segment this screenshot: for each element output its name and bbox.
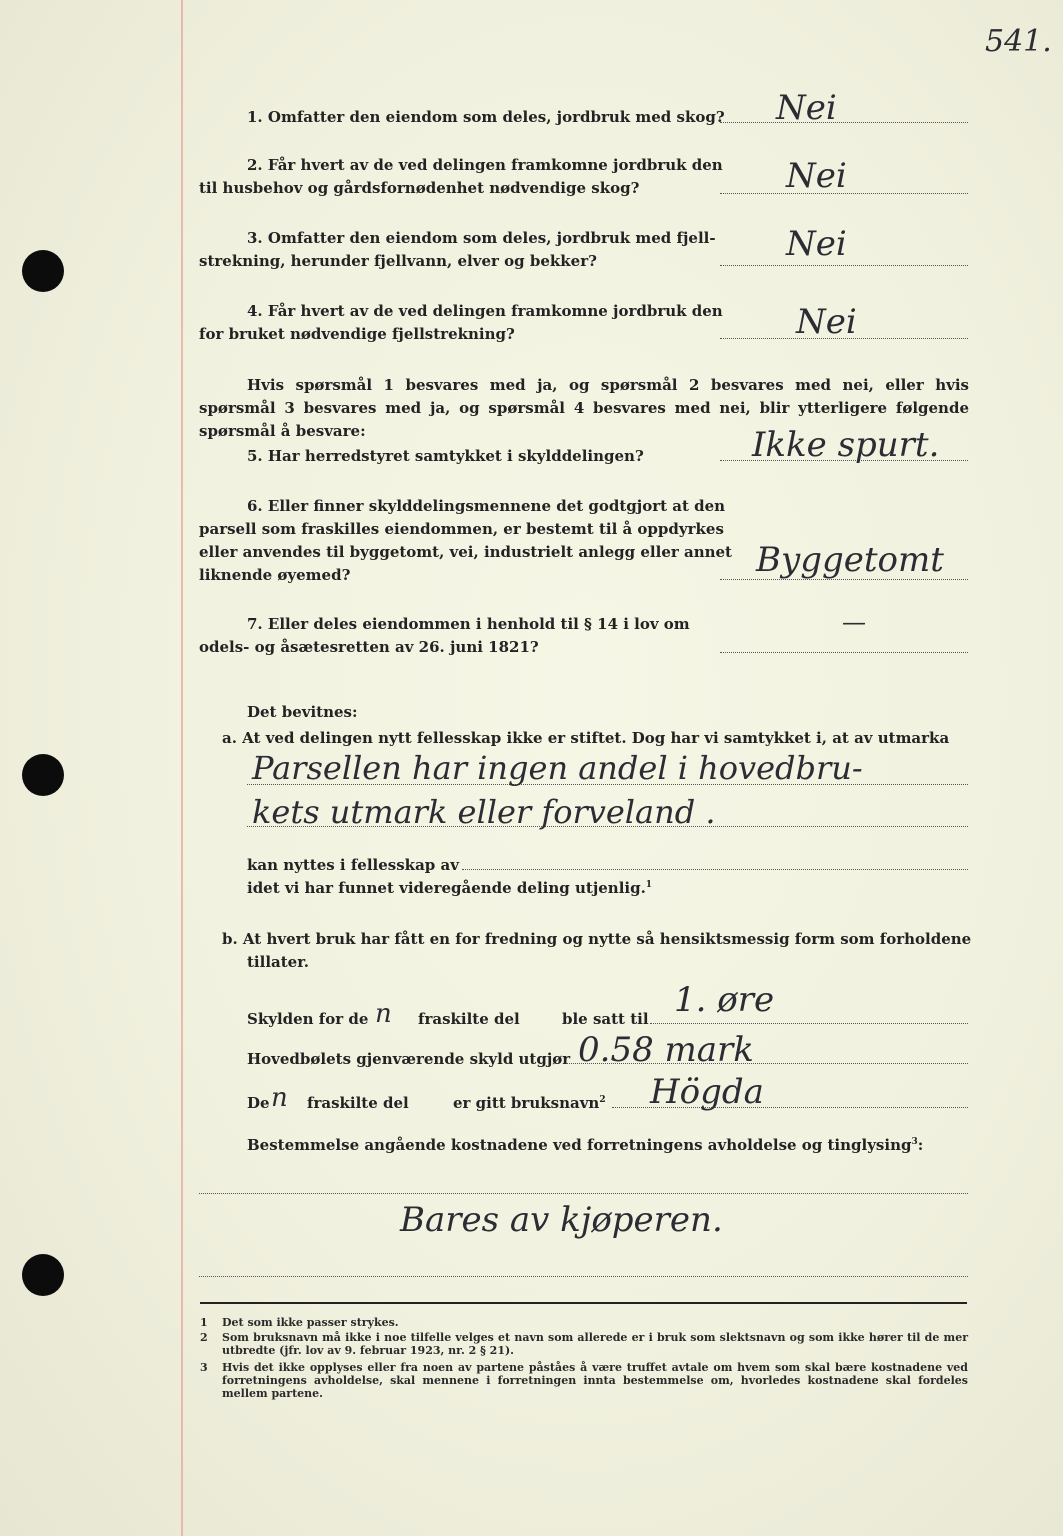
question-2-line-1: 2. Får hvert av de ved delingen framkomne jordbruk den <box>247 156 723 174</box>
punch-hole-middle <box>22 754 64 796</box>
answer-6: Byggetomt <box>756 540 944 580</box>
question-6-line-2: parsell som fraskilles eiendommen, er bestemt til å oppdyrkes <box>199 520 724 538</box>
skyld-prefix: Skylden for de <box>247 1010 369 1028</box>
shared-use-line <box>462 869 968 870</box>
answer-line-7 <box>720 652 968 653</box>
certification-a: a. At ved delingen nytt fellesskap ikke er stiftet. Dog har vi samtykket i, at av utmarka <box>222 729 950 747</box>
skyld-middle: fraskilte del <box>418 1010 520 1028</box>
hovedbol-label: Hovedbølets gjenværende skyld utgjør <box>247 1050 571 1068</box>
answer-4: Nei <box>796 302 857 342</box>
question-6-line-1: 6. Eller finner skylddelingsmennene det godtgjort at den <box>247 497 726 515</box>
bruksnavn-hand-n: n <box>271 1083 288 1113</box>
instruction-paragraph: Hvis spørsmål 1 besvares med ja, og spørsmål 2 besvares med nei, eller hvis spørsmål 3 besvares med ja, og spørsmål 4 besvares med nei, blir ytterligere følgende spørsmål å besvare: <box>199 376 969 440</box>
handwritten-outfield-line-2: kets utmark eller forveland . <box>252 793 716 831</box>
bruksnavn-middle: fraskilte del <box>307 1094 409 1112</box>
answer-1: Nei <box>776 88 837 128</box>
skyld-value: 1. øre <box>674 980 775 1020</box>
footnote-2: 2 Som bruksnavn må ikke i noe tilfelle velges et navn som allerede er i bruk som slektsnavn og som ikke hører til de mer utbredte (jfr. lov av 9. februar 1923, nr. 2 § 21). <box>200 1331 968 1357</box>
question-5: 5. Har herredstyret samtykket i skylddelingen? <box>247 447 644 465</box>
question-1: 1. Omfatter den eiendom som deles, jordbruk med skog? <box>247 108 725 126</box>
hovedbol-value: 0.58 mark <box>578 1030 754 1070</box>
skyld-suffix: ble satt til <box>562 1010 649 1028</box>
punch-hole-bottom <box>22 1254 64 1296</box>
question-3-line-1: 3. Omfatter den eiendom som deles, jordbruk med fjell- <box>247 229 716 247</box>
cost-line-2 <box>199 1276 968 1277</box>
footnote-separator <box>200 1302 967 1304</box>
red-margin-line <box>181 0 183 1536</box>
bruksnavn-suffix: er gitt bruksnavn$^2$ <box>453 1094 606 1112</box>
certification-b-line-1: b. At hvert bruk har fått en for fredning og nytte så hensiktsmessig form som forholdene <box>222 930 972 948</box>
question-3-line-2: strekning, herunder fjellvann, elver og bekker? <box>199 252 597 270</box>
cost-label: Bestemmelse angående kostnadene ved forretningens avholdelse og tinglysing$^3$: <box>247 1136 924 1154</box>
answer-line-3 <box>720 265 968 266</box>
further-division-text: idet vi har funnet videregående deling utjenlig.$^1$ <box>247 879 653 897</box>
answer-line-1 <box>720 122 968 123</box>
question-7-line-2: odels- og åsætesretten av 26. juni 1821? <box>199 638 539 656</box>
cost-line-1 <box>199 1193 968 1194</box>
shared-use-label: kan nyttes i fellesskap av <box>247 856 459 874</box>
answer-7: — <box>842 608 866 636</box>
answer-2: Nei <box>786 156 847 196</box>
page-number: 541. <box>985 24 1052 59</box>
punch-hole-top <box>22 250 64 292</box>
certification-b-line-2: tillater. <box>247 953 309 971</box>
answer-5: Ikke spurt. <box>752 425 940 465</box>
question-4-line-2: for bruket nødvendige fjellstrekning? <box>199 325 515 343</box>
answer-3: Nei <box>786 224 847 264</box>
handwritten-outfield-line-1: Parsellen har ingen andel i hovedbru- <box>252 749 863 787</box>
bruksnavn-value: Högda <box>650 1072 764 1112</box>
cost-value: Bares av kjøperen. <box>400 1200 723 1240</box>
question-6-line-4: liknende øyemed? <box>199 566 351 584</box>
certification-heading: Det bevitnes: <box>247 703 358 721</box>
footnote-1: 1 Det som ikke passer strykes. <box>200 1316 399 1329</box>
question-6-line-3: eller anvendes til byggetomt, vei, industrielt anlegg eller annet <box>199 543 732 561</box>
question-4-line-1: 4. Får hvert av de ved delingen framkomne jordbruk den <box>247 302 723 320</box>
skyld-hand-n: n <box>375 999 392 1029</box>
question-7-line-1: 7. Eller deles eiendommen i henhold til § 14 i lov om <box>247 615 690 633</box>
footnote-3: 3 Hvis det ikke opplyses eller fra noen av partene påståes å være truffet avtale om hvem som skal bære kostnadene ved forretningens avholdelse, skal mennene i forretningen innta bestemmelse om, hvorledes kostnadene skal fordeles mellem partene. <box>200 1361 968 1400</box>
question-2-line-2: til husbehov og gårdsfornødenhet nødvendige skog? <box>199 179 640 197</box>
skyld-line <box>650 1023 968 1024</box>
bruksnavn-prefix: De <box>247 1094 270 1112</box>
